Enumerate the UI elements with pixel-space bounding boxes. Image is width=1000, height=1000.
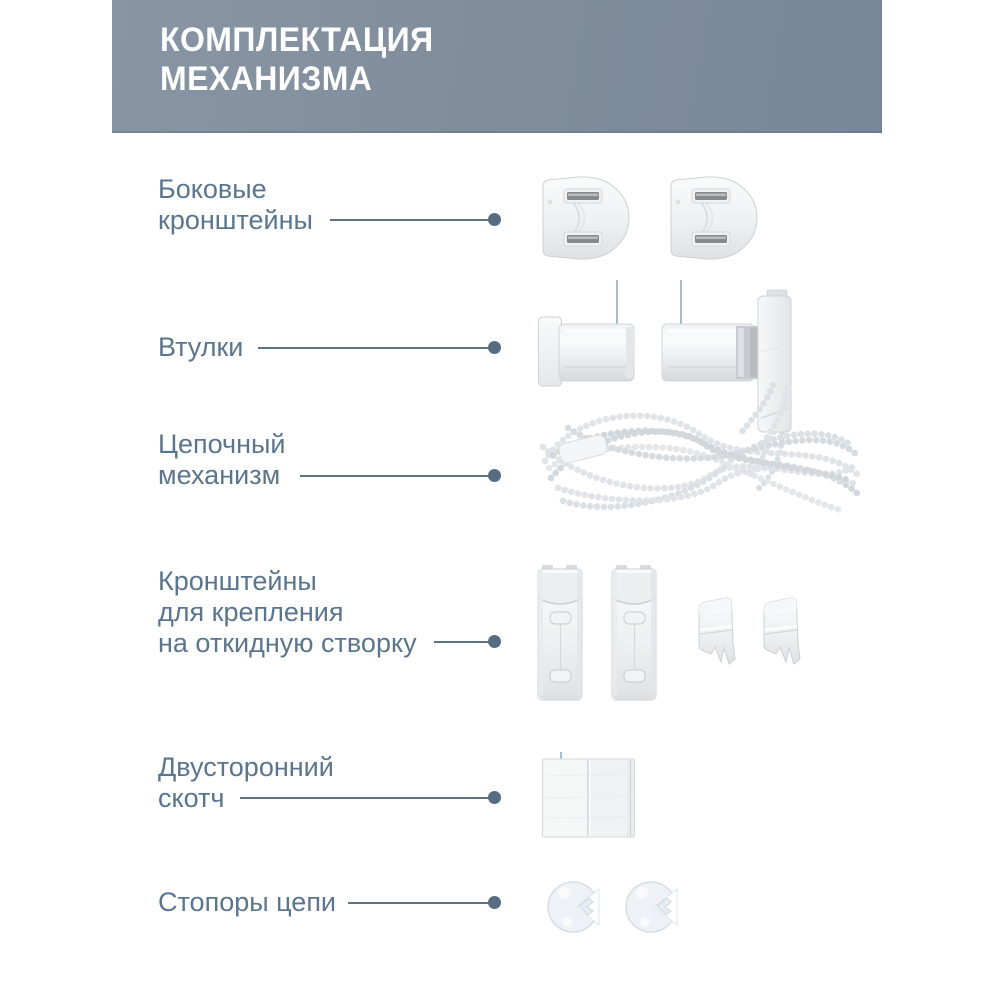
label-line: механизм bbox=[158, 460, 281, 490]
label-bushings bbox=[158, 332, 243, 363]
side-bracket-image bbox=[540, 176, 630, 260]
label-chain-stoppers bbox=[158, 887, 336, 918]
label-line: кронштейны bbox=[158, 205, 313, 235]
label-line: для крепления bbox=[158, 597, 344, 627]
sash-bracket-image bbox=[537, 564, 583, 703]
leader-line bbox=[348, 902, 489, 904]
label-line: скотч bbox=[158, 783, 225, 813]
header-banner bbox=[112, 0, 882, 133]
label-side-brackets bbox=[158, 174, 313, 236]
label-line: Втулки bbox=[158, 332, 244, 362]
leader-line bbox=[330, 219, 489, 221]
sash-bracket-image bbox=[611, 564, 657, 703]
leader-line bbox=[240, 797, 489, 799]
label-line: Цепочный bbox=[158, 429, 286, 459]
label-line: Стопоры цепи bbox=[158, 887, 337, 917]
label-line: Двусторонний bbox=[158, 752, 334, 782]
bead-chain-image bbox=[533, 383, 873, 543]
sash-clip-image bbox=[760, 597, 800, 668]
leader-dot bbox=[488, 469, 501, 482]
label-tape bbox=[158, 752, 334, 814]
page-title-line-2: МЕХАНИЗМА bbox=[160, 60, 373, 98]
page-title bbox=[160, 21, 434, 99]
chain-stopper-image bbox=[549, 877, 599, 935]
leader-line bbox=[434, 641, 489, 643]
leader-line bbox=[258, 347, 489, 349]
page-title-line-1: КОМПЛЕКТАЦИЯ bbox=[160, 21, 434, 59]
label-line: Боковые bbox=[158, 174, 267, 204]
label-line: на откидную створку bbox=[158, 628, 417, 658]
label-sash-brackets bbox=[158, 566, 417, 659]
side-bracket-image bbox=[668, 176, 758, 260]
leader-dot bbox=[488, 791, 501, 804]
leader-dot bbox=[488, 213, 501, 226]
chain-stopper-image bbox=[627, 877, 677, 935]
leader-dot bbox=[488, 896, 501, 909]
leader-dot bbox=[488, 341, 501, 354]
tape-image bbox=[542, 752, 636, 838]
leader-dot bbox=[488, 635, 501, 648]
leader-line bbox=[300, 475, 489, 477]
bushing-image bbox=[538, 280, 636, 388]
sash-clip-image bbox=[695, 597, 735, 668]
label-chain-mechanism bbox=[158, 429, 286, 491]
label-line: Кронштейны bbox=[158, 566, 317, 596]
